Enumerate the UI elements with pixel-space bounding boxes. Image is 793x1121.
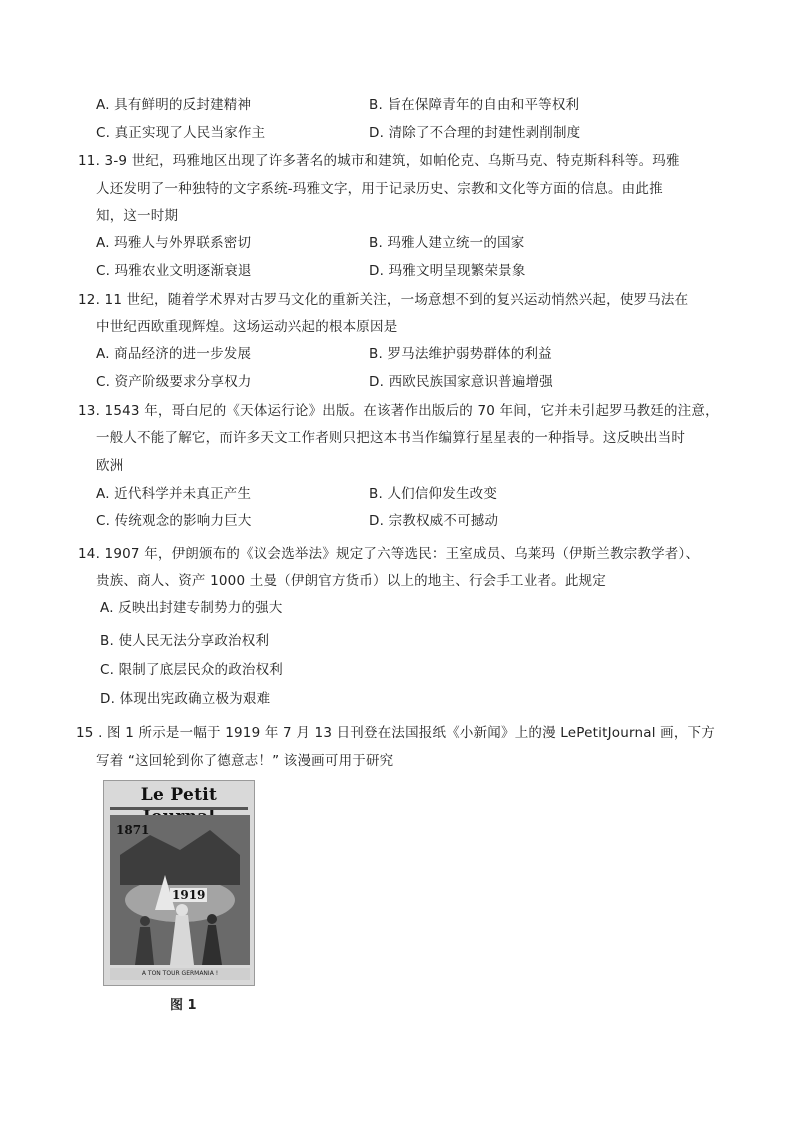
q11-option-a: A. 玛雅人与外界联系密切: [96, 235, 252, 251]
q13-stem-line-3: 欧洲: [96, 458, 124, 474]
year-label-middle: 1919: [172, 888, 206, 902]
q14-option-b: B. 使人民无法分享政治权利: [100, 633, 270, 649]
cartoon-illustration: [110, 815, 250, 965]
q12-option-b: B. 罗马法维护弱势群体的利益: [369, 346, 552, 362]
q14-option-d: D. 体现出宪政确立极为艰难: [100, 691, 271, 707]
q13-option-b: B. 人们信仰发生改变: [369, 486, 498, 502]
q15-stem-line-1: 15 . 图 1 所示是一幅于 1919 年 7 月 13 日刊登在法国报纸《小新闻》上的漫 LePetitJournal 画，下方: [76, 725, 715, 741]
q13-stem-line-2: 一般人不能了解它，而许多天文工作者则只把这本书当作编算行星星表的一种指导。这反映出当时: [96, 430, 686, 446]
q14-option-a: A. 反映出封建专制势力的强大: [100, 600, 283, 616]
q10-option-a: A. 具有鲜明的反封建精神: [96, 97, 252, 113]
q14-option-c: C. 限制了底层民众的政治权利: [100, 662, 284, 678]
q11-stem-line-3: 知，这一时期: [96, 208, 179, 224]
year-label-top: 1871: [116, 823, 150, 837]
q12-option-d: D. 西欧民族国家意识普遍增强: [369, 374, 553, 390]
q10-option-c: C. 真正实现了人民当家作主: [96, 125, 266, 141]
q14-stem-line-1: 14. 1907 年，伊朗颁布的《议会选举法》规定了六等选民：王室成员、乌莱玛（伊斯兰教宗教学者）、: [78, 546, 700, 562]
figure-label: 图 1: [170, 998, 197, 1013]
q11-option-c: C. 玛雅农业文明逐渐衰退: [96, 263, 252, 279]
q10-option-b: B. 旨在保障青年的自由和平等权利: [369, 97, 580, 113]
q11-stem-line-2: 人还发明了一种独特的文字系统-玛雅文字，用于记录历史、宗教和文化等方面的信息。由此推: [96, 181, 663, 197]
masthead-rule: [110, 807, 248, 810]
q10-option-d: D. 清除了不合理的封建性剥削制度: [369, 125, 581, 141]
q13-option-a: A. 近代科学并未真正产生: [96, 486, 252, 502]
q13-option-d: D. 宗教权威不可撼动: [369, 513, 499, 529]
q14-stem-line-2: 贵族、商人、资产 1000 土曼（伊朗官方货币）以上的地主、行会手工业者。此规定: [96, 573, 606, 589]
q13-stem-line-1: 13. 1543 年，哥白尼的《天体运行论》出版。在该著作出版后的 70 年间，它并未引起罗马教廷的注意，: [78, 403, 719, 419]
q12-option-c: C. 资产阶级要求分享权力: [96, 374, 252, 390]
q12-stem-line-2: 中世纪西欧重现辉煌。这场运动兴起的根本原因是: [96, 319, 398, 335]
q12-stem-line-1: 12. 11 世纪，随着学术界对古罗马文化的重新关注，一场意想不到的复兴运动悄然兴起，使罗马法在: [78, 292, 689, 308]
q11-option-b: B. 玛雅人建立统一的国家: [369, 235, 525, 251]
figure-1-cartoon: [103, 780, 255, 986]
q12-option-a: A. 商品经济的进一步发展: [96, 346, 252, 362]
q13-option-c: C. 传统观念的影响力巨大: [96, 513, 252, 529]
q11-option-d: D. 玛雅文明呈现繁荣景象: [369, 263, 526, 279]
cartoon-caption: A TON TOUR GERMANIA !: [110, 968, 250, 980]
q15-stem-line-2: 写着 “这回轮到你了德意志！” 该漫画可用于研究: [96, 753, 394, 769]
q11-stem-line-1: 11. 3-9 世纪，玛雅地区出现了许多著名的城市和建筑，如帕伦克、乌斯马克、特克斯科科等。玛雅: [78, 153, 680, 169]
newspaper-masthead: Le Petit: [140, 785, 218, 805]
